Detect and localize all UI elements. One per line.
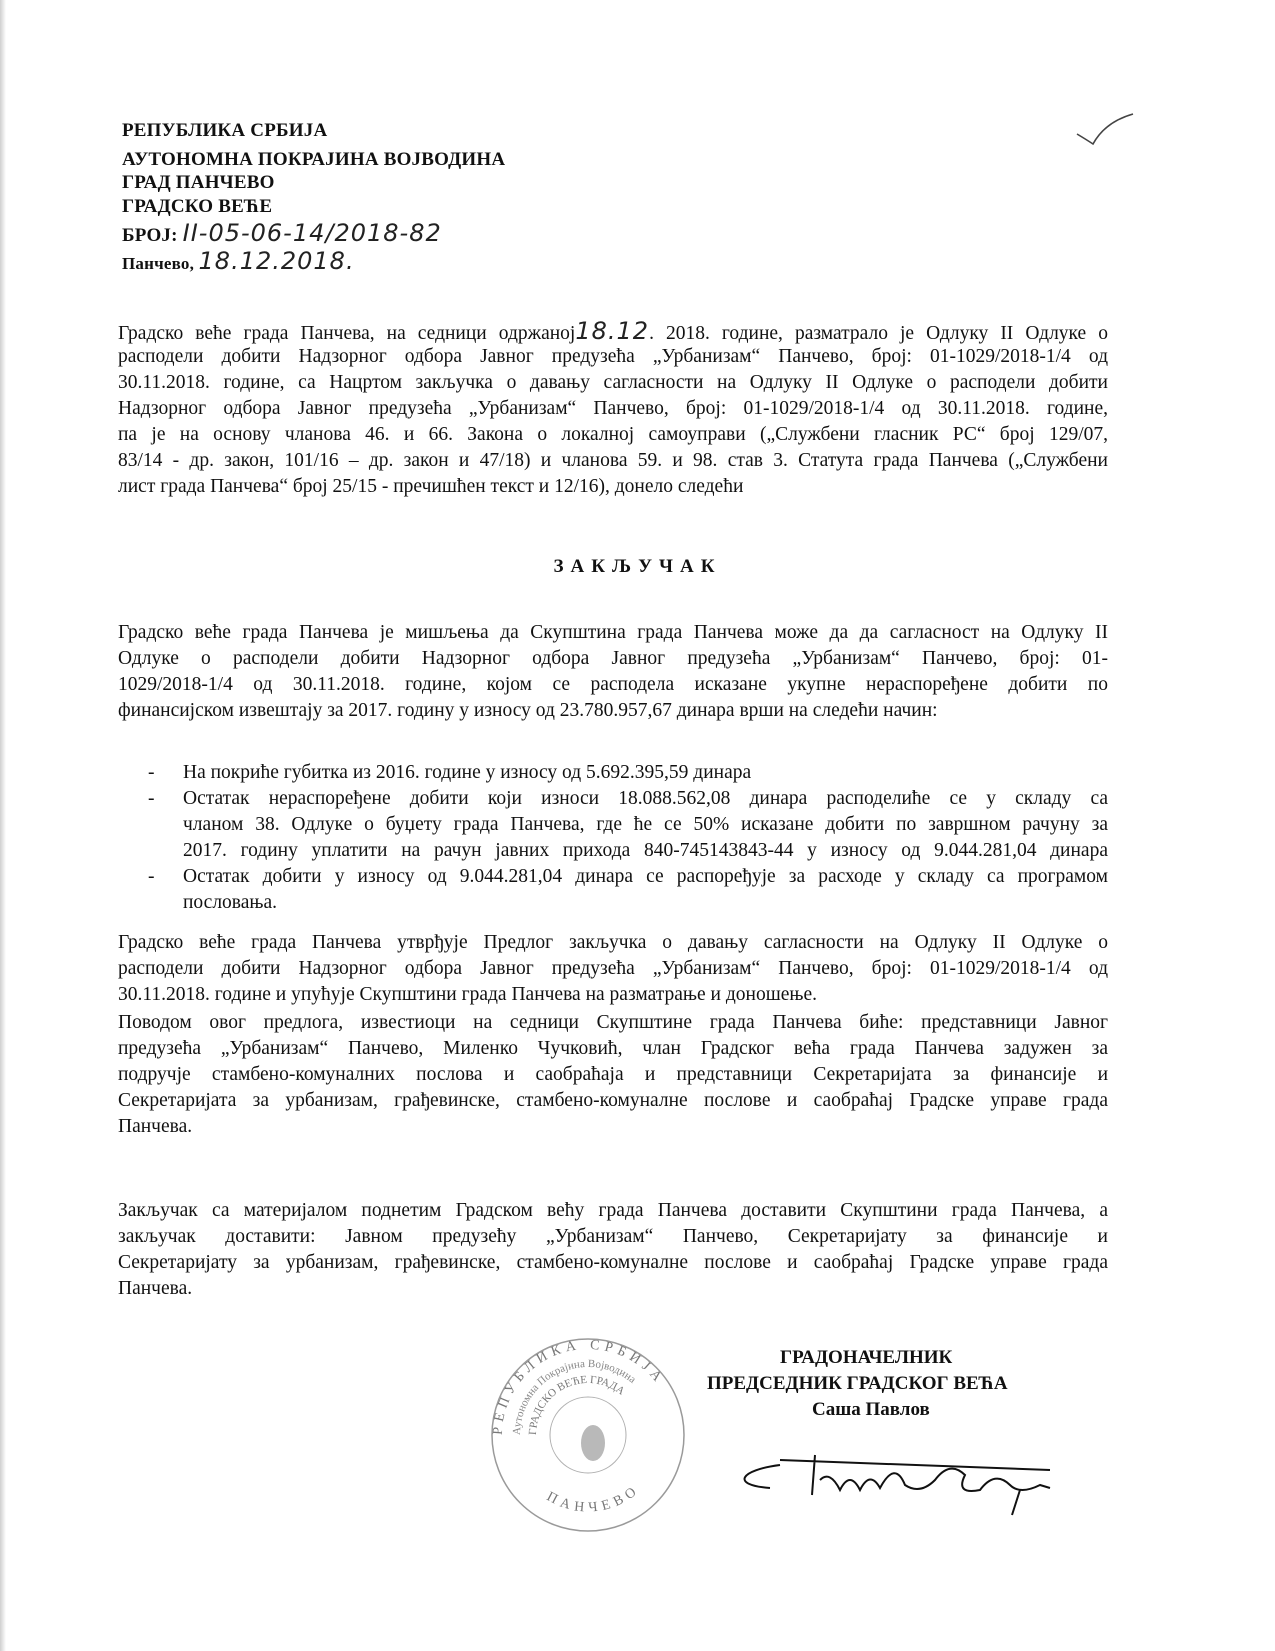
document-title: ЗАКЉУЧАК	[553, 556, 722, 577]
text-line: Секретаријату за урбанизам, грађевинске, стамбено-комуналне послове и саобраћај Градске управе града	[118, 1252, 1108, 1273]
text-line: Одлуке о расподели добити Надзорног одбора Јавног предузећа „Урбанизам“ Панчево, број: 01-	[118, 648, 1108, 669]
text-line: 2017. годину уплатити на рачун јавних прихода 840-745143843-44 у износу од 9.044.281,04 динара	[183, 840, 1108, 861]
header-province: АУТОНОМНА ПОКРАЈИНА ВОЈВОДИНА	[122, 149, 506, 170]
stamp-middle-text: Аутономна Покрајина Војводина	[510, 1357, 639, 1436]
text-line: Градско веће града Панчева је мишљења да Скупштина града Панчева може да да сагласност на Одлуку II	[118, 622, 1108, 643]
text-segment: . 2018. године, разматрало је Одлуку II Одлуке о	[649, 323, 1108, 344]
text-line: Поводом овог предлога, известиоци на седници Скупштине града Панчева биће: представници Јавног	[118, 1012, 1108, 1033]
stamp-inner-text: ГРАДСКО ВЕЋЕ ГРАДА	[526, 1373, 627, 1436]
text-line: лист града Панчева“ број 25/15 - пречишћен текст и 12/16), донело следећи	[118, 476, 744, 497]
list-item	[148, 786, 1108, 864]
text-line: расподели добити Надзорног одбора Јавног предузећа „Урбанизам“ Панчево, број: 01-1029/2018-1/4 од	[118, 346, 1108, 367]
header-city: ГРАД ПАНЧЕВО	[122, 172, 275, 193]
date-handwritten: 18.12.2018.	[198, 247, 355, 275]
signatory-title-mayor: ГРАДОНАЧЕЛНИК	[780, 1347, 953, 1368]
document-number	[122, 219, 442, 247]
header-republic: РЕПУБЛИКА СРБИЈА	[122, 120, 328, 141]
text-line: 1029/2018-1/4 од 30.11.2018. године, којом се расподела исказане укупне нераспоређене добити по	[118, 674, 1108, 695]
text-line: Градско веће града Панчева утврђује Предлог закључка о давању сагласности на Одлуку II Одлуке о	[118, 932, 1108, 953]
number-label: БРОЈ:	[122, 225, 178, 246]
list-item	[148, 760, 1108, 786]
text-line: 30.11.2018. године, са Нацртом закључка о давању сагласности на Одлуку II Одлуке о расподели добити	[118, 372, 1108, 393]
text-line: Секретаријата за урбанизам, грађевинске, стамбено-комуналне послове и саобраћај Градске управе града	[118, 1090, 1108, 1111]
checkmark-icon	[1075, 112, 1135, 147]
document-date	[122, 247, 355, 275]
text-line: Остатак добити у износу од 9.044.281,04 динара се распоређује за расходе у складу са програмом	[183, 866, 1108, 887]
delivery-paragraph	[118, 1198, 1108, 1302]
text-line: расподели добити Надзорног одбора Јавног предузећа „Урбанизам“ Панчево, број: 01-1029/2018-1/4 од	[118, 958, 1108, 979]
place-label: Панчево,	[122, 254, 195, 273]
text-line: чланом 38. Одлуке о буџету града Панчева, где ће се 50% исказане добити по завршном рачуну за	[183, 814, 1108, 835]
proposal-paragraph	[118, 930, 1108, 1008]
text-line: 30.11.2018. године и упућује Скупштини града Панчева на разматрање и доношење.	[118, 984, 817, 1005]
official-stamp	[488, 1335, 688, 1535]
text-line: Надзорног одбора Јавног предузећа „Урбанизам“ Панчево, број: 01-1029/2018-1/4 од 30.11.2018. године,	[118, 398, 1108, 419]
text-line: пословања.	[183, 892, 278, 913]
text-line: финансијском извештају за 2017. годину у износу од 23.780.957,67 динара врши на следећи начин:	[118, 700, 938, 721]
text-line: На покриће губитка из 2016. године у износу од 5.692.395,59 динара	[183, 762, 752, 783]
text-line: Остатак нераспоређене добити који износи 18.088.562,08 динара расподелиће се у складу са	[183, 788, 1108, 809]
signatory-title-president: ПРЕДСЕДНИК ГРАДСКОГ ВЕЋА	[707, 1373, 1008, 1394]
text-line	[118, 318, 1108, 344]
text-line: Панчева.	[118, 1116, 193, 1137]
bullet-dash: -	[148, 788, 155, 809]
bullet-dash: -	[148, 866, 155, 887]
text-line: закључак доставити: Јавном предузећу „Урбанизам“ Панчево, Секретаријату за финансије и	[118, 1226, 1108, 1247]
conclusion-paragraph	[118, 620, 1108, 724]
list-item	[148, 864, 1108, 916]
intro-paragraph	[118, 318, 1108, 500]
text-line: подручје стамбено-комуналних послова и саобраћаја и представници Секретаријата за финансије и	[118, 1064, 1108, 1085]
text-line: 83/14 - др. закон, 101/16 – др. закон и 47/18) и чланова 59. и 98. став 3. Статута града Панчева („Службени	[118, 450, 1108, 471]
svg-text:ПАНЧЕВО	[544, 1482, 643, 1516]
rapporteurs-paragraph	[118, 1010, 1108, 1140]
number-handwritten: II-05-06-14/2018-82	[182, 219, 442, 247]
conclusion-list	[148, 760, 1108, 916]
text-line: Панчева.	[118, 1278, 193, 1299]
signatory-name: Саша Павлов	[812, 1399, 930, 1420]
text-line: Закључак са материјалом поднетим Градском већу града Панчева доставити Скупштини града Панчева, а	[118, 1200, 1108, 1221]
header-council: ГРАДСКО ВЕЋЕ	[122, 196, 273, 217]
handwritten-signature	[720, 1440, 1050, 1520]
stamp-outer-text: РЕПУБЛИКА СРБИЈА	[490, 1337, 668, 1436]
bullet-dash: -	[148, 762, 155, 783]
stamp-bottom-text: ПАНЧЕВО	[543, 1481, 644, 1516]
scan-edge	[0, 0, 6, 1651]
text-segment: Градско веће града Панчева, на седници одржаној	[118, 323, 576, 344]
handwritten-date: 18.12	[575, 317, 650, 345]
text-line: па је на основу чланова 46. и 66. Закона о локалној самоуправи („Службени гласник РС“ број 129/07,	[118, 424, 1108, 445]
text-line: предузећа „Урбанизам“ Панчево, Миленко Чучковић, члан Градског већа града Панчева задужен за	[118, 1038, 1108, 1059]
